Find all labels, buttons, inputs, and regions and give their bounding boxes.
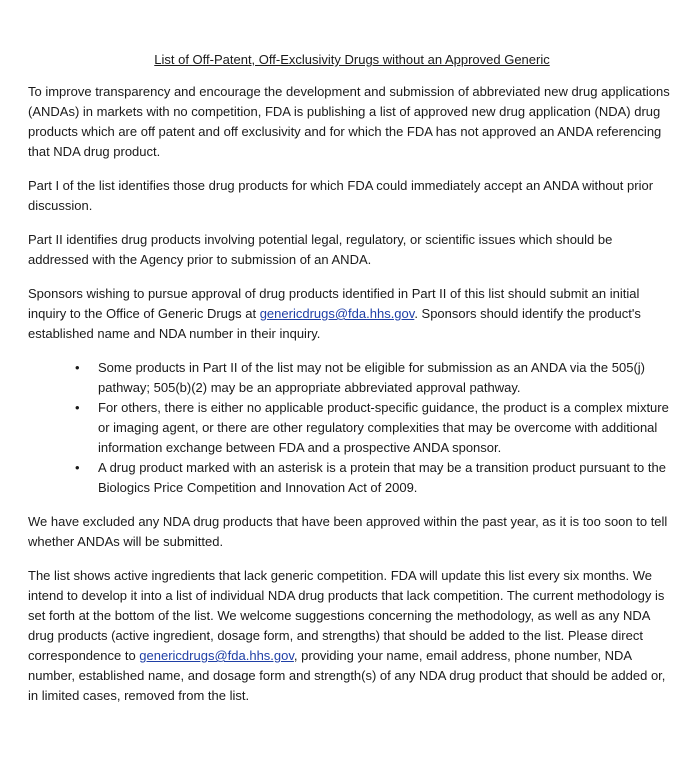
document-page	[28, 52, 676, 720]
notes-list	[28, 358, 676, 498]
list-item-text: A drug product marked with an asterisk is a protein that may be a transition product pursuant to the Biologics Price Competition and Innovation Act of 2009.	[98, 460, 666, 495]
email-link[interactable]: genericdrugs@fda.hhs.gov	[139, 648, 294, 663]
exclusion-paragraph: We have excluded any NDA drug products that have been approved within the past year, as it is too soon to tell whether ANDAs will be submitted.	[28, 514, 668, 549]
sponsors-text-after: . Sponsors should identify the product's established name and NDA number in their inquiry.	[28, 306, 641, 341]
methodology-text-before: The list shows active ingredients that lack generic competition. FDA will update this list every six months. We intend to develop it into a list of individual NDA drug products that lack competition. The current methodology is set forth at the bottom of the list. We welcome suggestions concerning the methodology, as well as any NDA drug products (active ingredient, dosage form, and strengths) that should be added to the list. Please direct correspondence to	[28, 568, 665, 663]
bullet-icon: •	[75, 360, 80, 375]
list-item	[28, 358, 676, 398]
email-link[interactable]: genericdrugs@fda.hhs.gov	[259, 306, 415, 321]
part-two-paragraph: Part II identifies drug products involving potential legal, regulatory, or scientific issues which should be addressed with the Agency prior to submission of an ANDA.	[28, 232, 613, 267]
list-item	[28, 398, 676, 458]
list-item-text: For others, there is either no applicable product-specific guidance, the product is a complex mixture or imaging agent, or there are other regulatory complexities that may be overcome with additional information exchange between FDA and a prospective ANDA sponsor.	[98, 400, 669, 455]
methodology-paragraph	[28, 566, 676, 706]
bullet-icon: •	[75, 460, 80, 475]
methodology-text-after: , providing your name, email address, phone number, NDA number, established name, and dosage form and strength(s) of any NDA drug product that should be added or, in limited cases, removed from the list.	[28, 648, 666, 703]
document-title: List of Off-Patent, Off-Exclusivity Drugs without an Approved Generic	[154, 52, 550, 67]
part-one-paragraph: Part I of the list identifies those drug products for which FDA could immediately accept an ANDA without prior discussion.	[28, 178, 654, 213]
bullet-icon: •	[75, 400, 80, 415]
list-item	[28, 458, 676, 498]
sponsors-paragraph	[28, 284, 676, 344]
list-item-text: Some products in Part II of the list may not be eligible for submission as an ANDA via the 505(j) pathway; 505(b)(2) may be an appropriate abbreviated approval pathway.	[98, 360, 645, 395]
sponsors-text-before: Sponsors wishing to pursue approval of drug products identified in Part II of this list should submit an initial inquiry to the Office of Generic Drugs at	[28, 286, 640, 321]
intro-paragraph: To improve transparency and encourage the development and submission of abbreviated new drug applications (ANDAs) in markets with no competition, FDA is publishing a list of approved new drug application (NDA) drug products which are off patent and off exclusivity and for which the FDA has not approved an ANDA referencing that NDA drug product.	[28, 84, 670, 159]
